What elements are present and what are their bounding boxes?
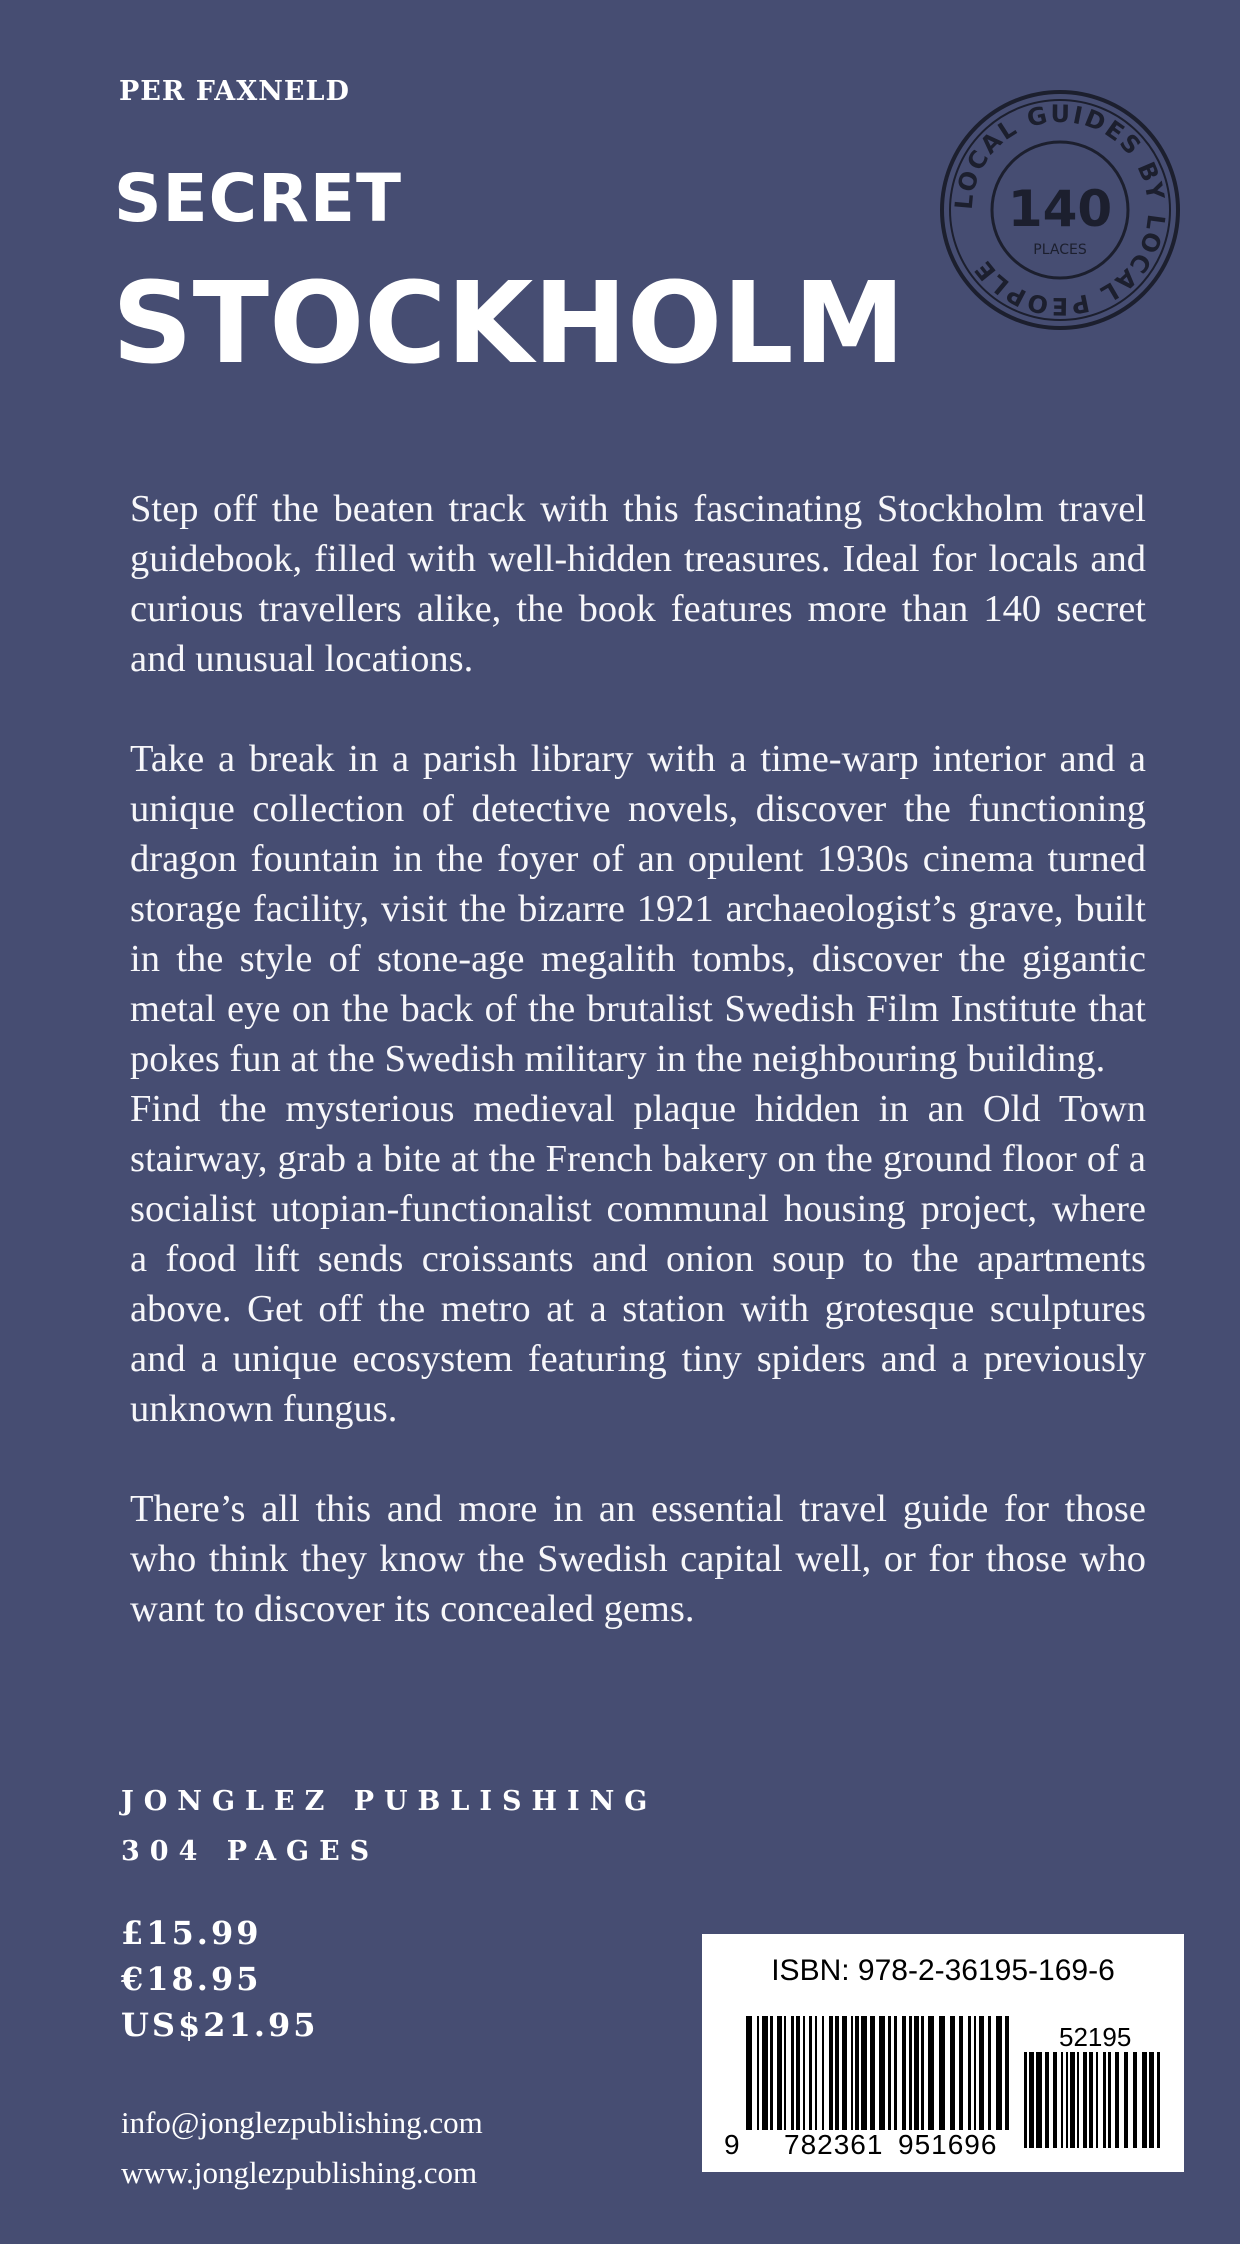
supplement-bar <box>1061 2052 1063 2148</box>
contact-email: info@jonglezpublishing.com <box>121 2105 483 2140</box>
stamp-ring-text: LOCAL GUIDES BY LOCAL PEOPLE <box>949 99 1171 321</box>
barcode-bar <box>746 2016 752 2130</box>
supplement-bar <box>1103 2052 1106 2148</box>
barcode-bar <box>1005 2016 1009 2130</box>
supplement-bar <box>1070 2052 1075 2148</box>
isbn-label: ISBN: 978-2-36195-169-6 <box>771 1954 1115 1987</box>
barcode-bar <box>791 2016 794 2130</box>
barcode-bar <box>928 2016 934 2130</box>
barcode-bar <box>829 2016 833 2130</box>
description-paragraph-3: Find the mysterious medieval plaque hidden in an Old Town stairway, grab a bite at the French bakery on the ground floor of a socialist utopian-functionalist communal housing project, where a food lift sends croissants and onion soup to the apartments above. Get off the metro at a station with grotesque sculptures and a unique ecosystem featuring tiny spiders and a previously unknown fungus. <box>130 1088 1146 1430</box>
supplement-bar <box>1045 2052 1049 2148</box>
barcode-panel <box>702 1934 1184 2172</box>
supplement-bar <box>1053 2052 1057 2148</box>
barcode-bar <box>921 2016 924 2130</box>
description-paragraph-2: Take a break in a parish library with a time-warp interior and a unique collection of detective novels, discover the functioning dragon fountain in the foyer of an opulent 1930s cinema turned storage facility, visit the bizarre 1921 archaeologist’s grave, built in the style of stone-age megalith tombs, discover the gigantic metal eye on the back of the brutalist Swedish Film Institute that pokes fun at the Swedish military in the neighbouring building. <box>130 738 1146 1080</box>
barcode-bar <box>861 2016 867 2130</box>
description-text <box>130 484 1146 1634</box>
price-eur: €18.95 <box>121 1960 262 1998</box>
barcode-bar <box>815 2016 817 2130</box>
barcode-bar <box>939 2016 945 2130</box>
page-count: 304 PAGES <box>121 1836 380 1867</box>
stamp-number: 140 <box>1007 180 1113 238</box>
supplement-bar <box>1089 2052 1093 2148</box>
supplement-bar <box>1149 2052 1154 2148</box>
price-list <box>121 1910 318 2048</box>
barcode-bar <box>851 2016 853 2130</box>
barcode-bar <box>842 2016 847 2130</box>
barcode-bar <box>757 2016 759 2130</box>
supplement-bar <box>1157 2052 1160 2148</box>
barcode-bar <box>894 2016 897 2130</box>
supplement-bar <box>1077 2052 1079 2148</box>
barcode-bar <box>996 2016 1002 2130</box>
supplement-bar <box>1036 2052 1042 2148</box>
price-usd: US$21.95 <box>121 2006 319 2044</box>
barcode-bar <box>968 2016 971 2130</box>
barcode-bar <box>777 2016 782 2130</box>
barcode-bar <box>959 2016 963 2130</box>
barcode-bar <box>870 2016 875 2130</box>
supplement-bar <box>1133 2052 1137 2148</box>
description-paragraph-4: There’s all this and more in an essential travel guide for those who think they know the Swedish capital well, or for those who want to discover its concealed gems. <box>130 1488 1146 1630</box>
barcode-bar <box>784 2016 786 2130</box>
barcode-digit-first: 9 <box>724 2129 740 2160</box>
author-name: PER FAXNELD <box>119 76 350 107</box>
description-paragraph-1: Step off the beaten track with this fascinating Stockholm travel guidebook, filled with well-hidden treasures. Ideal for locals and curious travellers alike, the book features more than 140 secret and unusual locations. <box>130 488 1146 680</box>
local-guides-stamp <box>936 86 1184 334</box>
supplement-bar <box>1108 2052 1111 2148</box>
barcode-bar <box>770 2016 773 2130</box>
barcode-bar <box>822 2016 824 2130</box>
barcode-digits-group-1: 782361 <box>784 2129 884 2160</box>
barcode-bar <box>809 2016 812 2130</box>
stamp-label: PLACES <box>1033 242 1087 258</box>
supplement-bar <box>1115 2052 1119 2148</box>
supplement-bar <box>1024 2052 1027 2148</box>
supplement-bar <box>1096 2052 1098 2148</box>
title-line-secret: SECRET <box>114 160 402 237</box>
supplement-bar <box>1066 2052 1068 2148</box>
price-gbp: £15.99 <box>121 1914 262 1952</box>
barcode-bar <box>888 2016 891 2130</box>
supplement-bar <box>1083 2052 1087 2148</box>
barcode-bar <box>796 2016 800 2130</box>
barcode-bar <box>988 2016 991 2130</box>
barcode-bar <box>950 2016 955 2130</box>
barcode-bar <box>855 2016 859 2130</box>
barcode-bar <box>879 2016 885 2130</box>
barcode-bar <box>803 2016 805 2130</box>
barcode-bar <box>835 2016 839 2130</box>
publisher-name: JONGLEZ PUBLISHING <box>121 1786 658 1817</box>
title-line-stockholm: STOCKHOLM <box>112 259 906 389</box>
barcode-bar <box>974 2016 976 2130</box>
supplement-bar <box>1029 2052 1034 2148</box>
supplement-bar <box>1124 2052 1128 2148</box>
supplement-bar <box>1142 2052 1147 2148</box>
barcode-bar <box>979 2016 984 2130</box>
isbn-barcode <box>702 1934 1184 2172</box>
contact-info <box>121 2098 483 2198</box>
barcode-bar <box>902 2016 906 2130</box>
contact-website: www.jonglezpublishing.com <box>121 2155 478 2190</box>
barcode-bar <box>914 2016 919 2130</box>
barcode-bar <box>909 2016 912 2130</box>
barcode-supplement-digits: 52195 <box>1059 2022 1132 2052</box>
barcode-digits-group-2: 951696 <box>898 2129 998 2160</box>
barcode-bar <box>762 2016 768 2130</box>
